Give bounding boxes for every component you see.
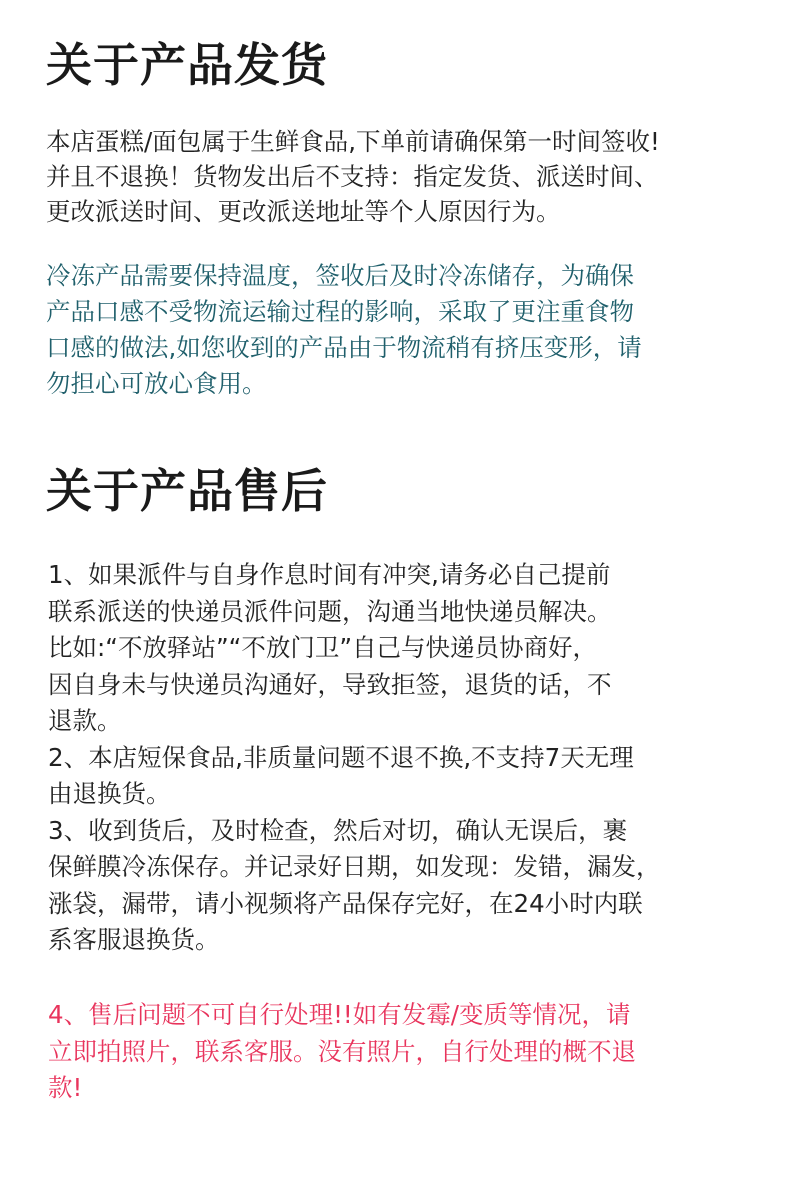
- cold-storage-line: 产品口感不受物流运输过程的影响，采取了更注重食物: [46, 297, 634, 326]
- aftersales-rule-line: 2、本店短保食品,非质量问题不退不换,不支持7天无理: [48, 742, 634, 772]
- aftersales-rule-line: 3、收到货后，及时检查，然后对切，确认无误后，裹: [48, 815, 628, 845]
- aftersales-rule-line: 1、如果派件与自身作息时间有冲突,请务必自己提前: [48, 560, 611, 589]
- cold-storage-line: 冷冻产品需要保持温度，签收后及时冷冻储存，为确保: [46, 261, 634, 290]
- aftersales-warning: [48, 997, 636, 1107]
- shipping-intro-line: 更改派送时间、更改派送地址等个人原因行为。: [46, 197, 561, 226]
- shipping-intro-paragraph: [46, 124, 660, 229]
- aftersales-rule-line: 因自身未与快递员沟通好，导致拒签，退货的话，不: [48, 669, 612, 699]
- aftersales-rule-line: 退款。: [48, 706, 122, 735]
- aftersales-rule-line: 涨袋，漏带，请小视频将产品保存完好，在24小时内联: [48, 888, 643, 918]
- aftersales-warning-line: 款!: [48, 1073, 83, 1102]
- aftersales-warning-line: 立即拍照片，联系客服。没有照片，自行处理的概不退: [48, 1036, 636, 1066]
- shipping-intro-line: 本店蛋糕/面包属于生鲜食品,下单前请确保第一时间签收!: [46, 127, 660, 156]
- cold-storage-line: 勿担心可放心食用。: [46, 369, 267, 398]
- aftersales-rule-line: 保鲜膜冷冻保存。并记录好日期，如发现：发错，漏发，: [48, 852, 661, 881]
- shipping-intro-line: 并且不退换！货物发出后不支持：指定发货、派送时间、: [46, 162, 659, 191]
- aftersales-rule-line: 比如:“不放驿站”“不放门卫”自己与快递员协商好，: [48, 633, 598, 662]
- aftersales-rule-line: 联系派送的快递员派件问题，沟通当地快递员解决。: [48, 596, 612, 626]
- cold-storage-line: 口感的做法,如您收到的产品由于物流稍有挤压变形，请: [46, 333, 642, 362]
- aftersales-rule-line: 系客服退换货。: [48, 925, 220, 954]
- aftersales-rules: [48, 557, 661, 959]
- shipping-heading: 关于产品发货: [46, 38, 328, 92]
- aftersales-rule-line: 由退换货。: [48, 779, 171, 808]
- aftersales-heading: 关于产品售后: [46, 464, 328, 518]
- cold-storage-paragraph: [46, 258, 642, 402]
- aftersales-warning-line: 4、售后问题不可自行处理!!如有发霉/变质等情况，请: [48, 1000, 631, 1029]
